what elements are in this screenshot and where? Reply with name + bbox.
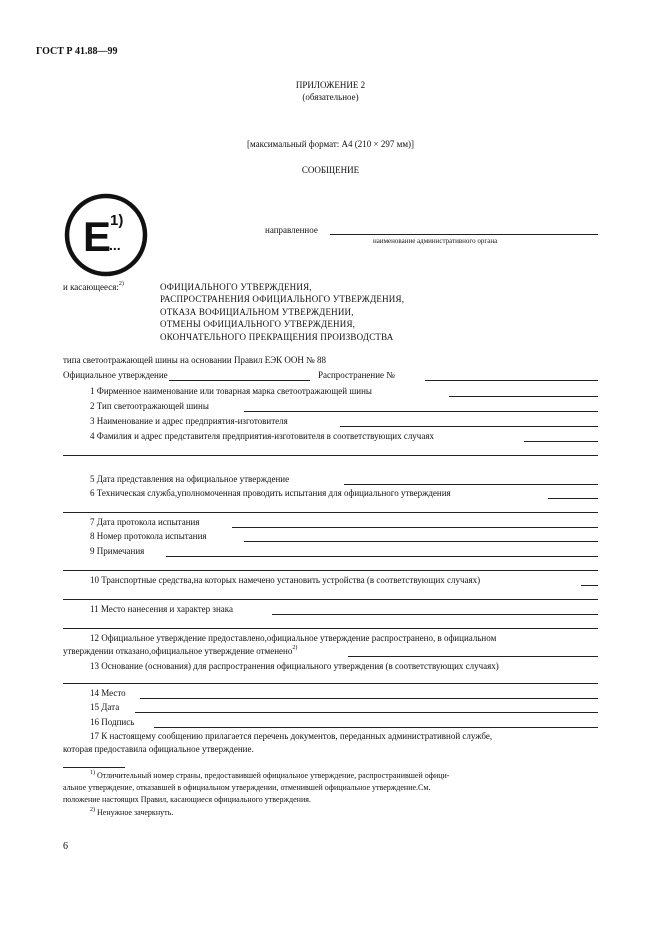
emblem-letter: E bbox=[83, 213, 112, 260]
sent-caption: наименование административного органа bbox=[373, 237, 498, 245]
item-1-label: 1 Фирменное наименование или товарная марка светоотражающей шины bbox=[90, 386, 372, 396]
annex-title: ПРИЛОЖЕНИЕ 2 bbox=[295, 80, 366, 90]
annex-status: (обязательное) bbox=[302, 92, 359, 102]
concerning-line-2: РАСПРОСТРАНЕНИЯ ОФИЦИАЛЬНОГО УТВЕРЖДЕНИЯ, bbox=[160, 294, 405, 305]
item-2-field-line[interactable] bbox=[244, 411, 598, 412]
item-3-field-line[interactable] bbox=[340, 426, 598, 427]
item-6-label: 6 Техническая служба,уполномоченная проводить испытания для официального утверждения bbox=[90, 488, 451, 498]
item-9-label: 9 Примечания bbox=[90, 546, 145, 556]
extension-label: Распространение № bbox=[318, 370, 395, 380]
sent-field-line[interactable] bbox=[330, 234, 598, 235]
item-9-continuation-line[interactable] bbox=[63, 570, 598, 571]
item-13-continuation-line[interactable] bbox=[63, 683, 598, 684]
item-8-label: 8 Номер протокола испытания bbox=[90, 531, 207, 541]
emblem-dots: ... bbox=[109, 237, 121, 253]
approval-field-line[interactable] bbox=[169, 380, 310, 381]
item-14-label: 14 Место bbox=[90, 688, 126, 698]
item-10-field-line[interactable] bbox=[581, 585, 598, 586]
item-5-field-line[interactable] bbox=[344, 484, 598, 485]
item-17-label-line-1: 17 К настоящему сообщению прилагается перечень документов, переданных административной службе, bbox=[90, 731, 493, 741]
item-5-label: 5 Дата представления на официальное утверждение bbox=[90, 474, 290, 484]
footnote-1-line-1: $^{1)}$ Отличительный номер страны, предоставившей официальное утверждение, распространившей офици- bbox=[90, 770, 450, 780]
item-10-continuation-line[interactable] bbox=[63, 599, 598, 600]
item-12-label-line-2: утверждении отказано,официальное утверждение отменено$^{2)}$ bbox=[63, 645, 298, 656]
extension-field-line[interactable] bbox=[425, 380, 598, 381]
item-12-field-line[interactable] bbox=[348, 656, 598, 657]
item-15-label: 15 Дата bbox=[90, 702, 120, 712]
item-9-field-line[interactable] bbox=[166, 556, 598, 557]
item-16-field-line[interactable] bbox=[154, 727, 598, 728]
item-11-field-line[interactable] bbox=[272, 614, 598, 615]
item-8-field-line[interactable] bbox=[244, 541, 598, 542]
approval-mark-emblem bbox=[63, 192, 149, 278]
item-10-label: 10 Транспортные средства,на которых намечено установить устройства (в соответствующих случаях) bbox=[90, 575, 481, 585]
item-14-field-line[interactable] bbox=[140, 698, 598, 699]
item-17-label-line-2: которая предоставила официальное утверждение. bbox=[63, 744, 254, 754]
item-7-field-line[interactable] bbox=[232, 527, 598, 528]
concerning-list bbox=[160, 281, 404, 343]
concerning-line-3: ОТКАЗА ВОФИЦИАЛЬНОМ УТВЕРЖДЕНИИ, bbox=[160, 306, 354, 317]
format-note: [максимальный формат: А4 (210 × 297 мм)] bbox=[246, 139, 415, 149]
approval-label: Официальное утверждение bbox=[63, 370, 168, 380]
message-title: СООБЩЕНИЕ bbox=[301, 165, 360, 175]
item-11-label: 11 Место нанесения и характер знака bbox=[90, 604, 234, 614]
item-2-label: 2 Тип светоотражающей шины bbox=[90, 401, 209, 411]
footnote-1-line-2: альное утверждение, отказавшей в официальном утверждении, отменившей официальное утверждение.См. bbox=[63, 783, 431, 792]
item-3-label: 3 Наименование и адрес предприятия-изготовителя bbox=[90, 416, 288, 426]
document-code: ГОСТ Р 41.88—99 bbox=[36, 46, 118, 57]
concerning-line-5: ОКОНЧАТЕЛЬНОГО ПРЕКРАЩЕНИЯ ПРОИЗВОДСТВА bbox=[160, 331, 394, 342]
footnote-2: $^{2)}$ Ненужное зачеркнуть. bbox=[90, 807, 174, 817]
item-1-field-line[interactable] bbox=[449, 396, 598, 397]
concerning-label: и касающееся:$^{2)}$ bbox=[63, 281, 124, 292]
item-6-field-line[interactable] bbox=[548, 498, 598, 499]
item-6-continuation-line[interactable] bbox=[63, 512, 598, 513]
type-line: типа светоотражающей шины на основании Правил ЕЭК ООН № 88 bbox=[63, 355, 327, 365]
emblem-superscript: 1) bbox=[110, 212, 124, 229]
item-12-label-line-1: 12 Официальное утверждение предоставлено,официальное утверждение распространено, в официальном bbox=[90, 633, 497, 643]
item-11-continuation-line[interactable] bbox=[63, 628, 598, 629]
item-13-label: 13 Основание (основания) для распространения официального утверждения (в соответствующих случаях) bbox=[90, 661, 499, 671]
item-4-label: 4 Фамилия и адрес представителя предприятия-изготовителя в соответствующих случаях bbox=[90, 431, 434, 441]
item-4-continuation-line[interactable] bbox=[63, 455, 598, 456]
item-4-field-line[interactable] bbox=[524, 441, 598, 442]
concerning-line-4: ОТМЕНЫ ОФИЦИАЛЬНОГО УТВЕРЖДЕНИЯ, bbox=[160, 319, 356, 330]
item-15-field-line[interactable] bbox=[135, 712, 598, 713]
item-16-label: 16 Подпись bbox=[90, 717, 135, 727]
item-7-label: 7 Дата протокола испытания bbox=[90, 517, 200, 527]
sent-label: направленное bbox=[265, 225, 318, 235]
concerning-line-1: ОФИЦИАЛЬНОГО УТВЕРЖДЕНИЯ, bbox=[160, 282, 312, 292]
footnote-1-line-3: положение настоящих Правил, касающиеся официального утверждения. bbox=[63, 795, 311, 804]
footnote-divider bbox=[63, 767, 125, 768]
page-number: 6 bbox=[63, 841, 68, 852]
